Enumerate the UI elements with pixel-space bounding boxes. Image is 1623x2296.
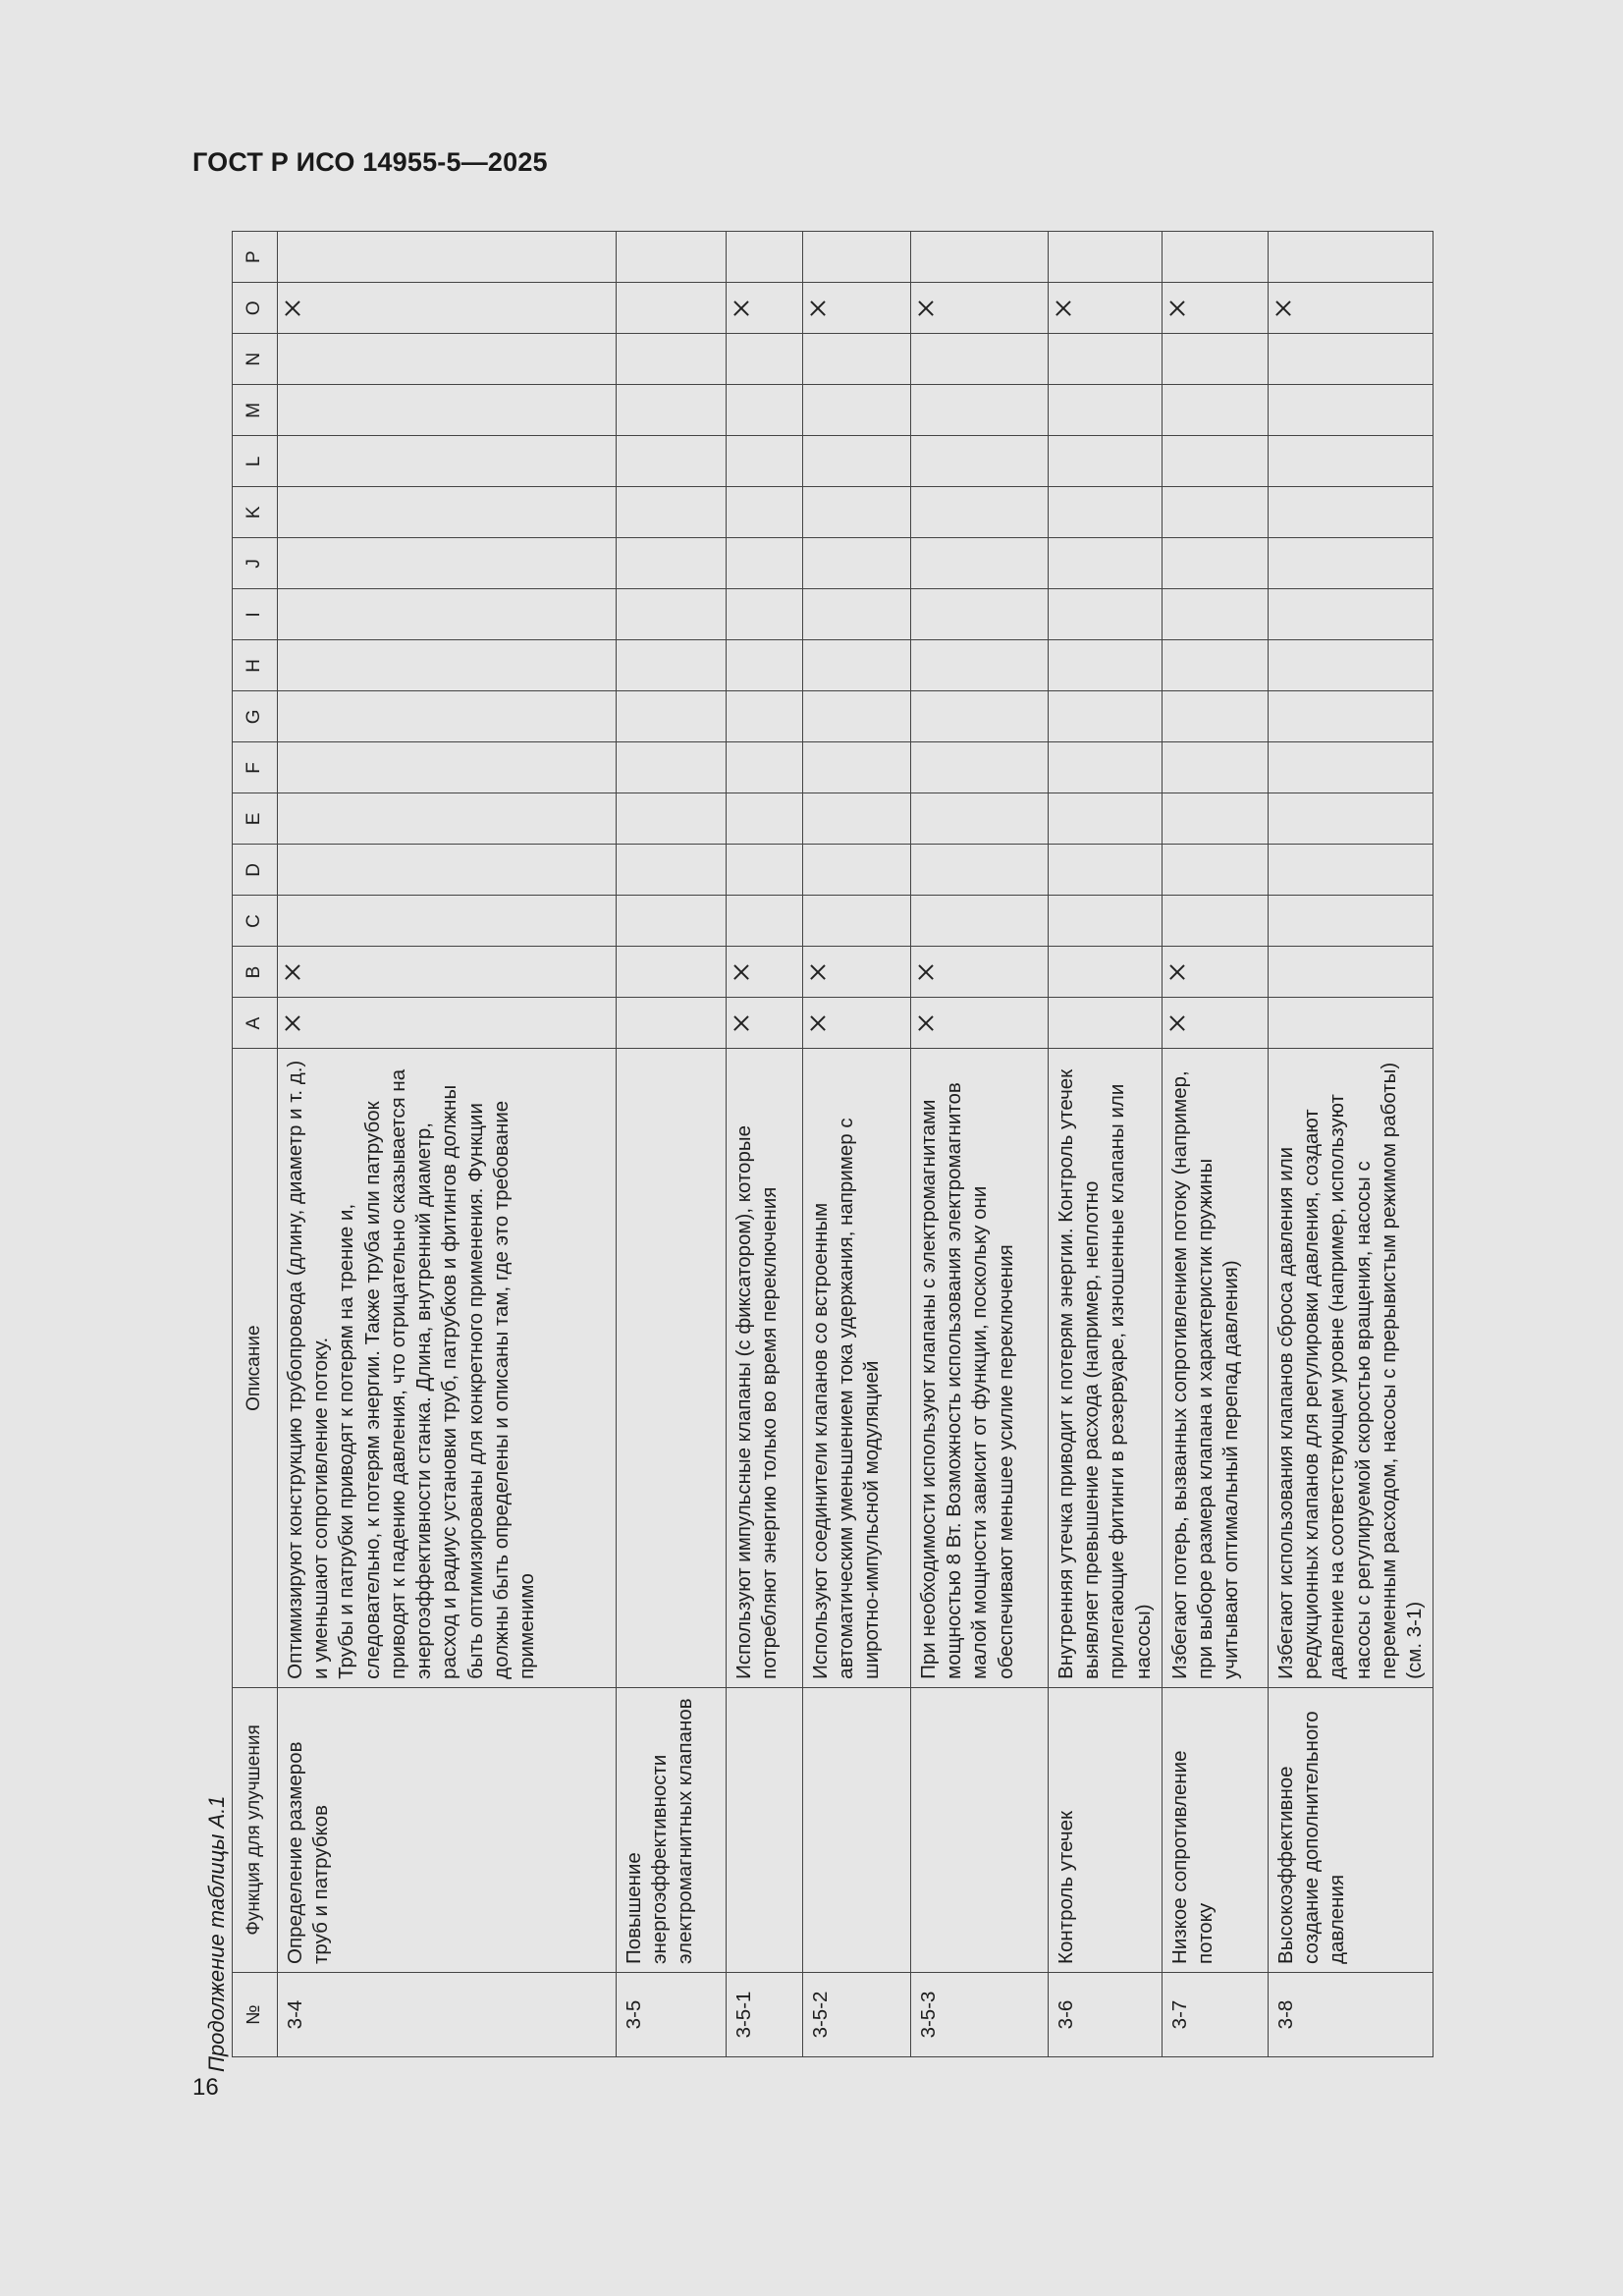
table-header-row (233, 232, 278, 2057)
mark-cell-n (727, 334, 803, 385)
mark-cell-l (1268, 436, 1433, 487)
mark-cell-p (617, 232, 727, 283)
header-description: Описание (233, 1049, 278, 1687)
mark-cell-e (278, 793, 617, 845)
mark-cell-k (1268, 487, 1433, 538)
mark-cell-g (617, 691, 727, 742)
mark-cell-m (727, 385, 803, 436)
mark-cell-p (1049, 232, 1163, 283)
mark-cell-c (1162, 896, 1268, 947)
mark-cell-n (1049, 334, 1163, 385)
cross-mark-icon (810, 301, 826, 316)
mark-cell-b (803, 947, 911, 998)
header-flag-n: N (233, 334, 278, 385)
mark-cell-m (803, 385, 911, 436)
mark-cell-c (1268, 896, 1433, 947)
mark-cell-j (727, 538, 803, 589)
row-description (911, 1049, 1049, 1687)
cross-mark-icon (1169, 964, 1185, 980)
mark-cell-h (727, 640, 803, 691)
row-description (1049, 1049, 1163, 1687)
row-description-text: Избегают использования клапанов сброса давления или редукционных клапанов для регулировки давления, создают давление на соответствующем уровне (например, используют насосы с регулируемой скоростью вращения, насосы с переменным расходом, насосы с прерывистым режимом работы) (см. 3-1) (1273, 1062, 1427, 1679)
mark-cell-a (727, 998, 803, 1049)
mark-cell-p (1268, 232, 1433, 283)
mark-cell-j (617, 538, 727, 589)
mark-cell-g (278, 691, 617, 742)
cross-mark-icon (1169, 301, 1185, 316)
mark-cell-j (1049, 538, 1163, 589)
mark-cell-o (1162, 283, 1268, 334)
document-header: ГОСТ Р ИСО 14955-5—2025 (192, 147, 548, 177)
mark-cell-n (803, 334, 911, 385)
table-area (232, 231, 1427, 2057)
row-function: Низкое сопротивление потоку (1162, 1687, 1268, 1972)
header-flag-h: H (233, 640, 278, 691)
mark-cell-j (278, 538, 617, 589)
cross-mark-icon (285, 964, 300, 980)
mark-cell-m (1162, 385, 1268, 436)
mark-cell-g (1162, 691, 1268, 742)
header-flag-g: G (233, 691, 278, 742)
mark-cell-f (727, 742, 803, 793)
mark-cell-d (911, 845, 1049, 896)
row-function: Контроль утечек (1049, 1687, 1163, 1972)
mark-cell-k (911, 487, 1049, 538)
row-number: 3-4 (278, 1972, 617, 2056)
mark-cell-b (911, 947, 1049, 998)
mark-cell-k (1049, 487, 1163, 538)
row-description-text: Внутренняя утечка приводит к потерям энергии. Контроль утечек выявляет превышение расхода (например, неплотно прилегающие фитинги в резервуаре, изношенные клапаны или насосы) (1055, 1068, 1155, 1679)
row-description-text: При необходимости используют клапаны с электромагнитами мощностью 8 Вт. Возможность использования электромагнитов малой мощности зависит от функции, поскольку они обеспечивают меньшее усилие переключения (917, 1082, 1017, 1679)
mark-cell-g (911, 691, 1049, 742)
mark-cell-g (727, 691, 803, 742)
table-row (617, 232, 727, 2057)
row-number: 3-5-2 (803, 1972, 911, 2056)
row-description-text: Используют соединители клапанов со встроенным автоматическим уменьшением тока удержания, например с широтно-импульсной модуляцией (809, 1118, 884, 1679)
mark-cell-h (278, 640, 617, 691)
mark-cell-m (278, 385, 617, 436)
row-description-text: Используют импульсные клапаны (с фиксатором), которые потребляют энергию только во время переключения (732, 1125, 782, 1679)
mark-cell-k (617, 487, 727, 538)
row-number: 3-5-1 (727, 1972, 803, 2056)
mark-cell-f (1162, 742, 1268, 793)
header-flag-l: L (233, 436, 278, 487)
mark-cell-e (1162, 793, 1268, 845)
header-function: Функция для улучшения (233, 1687, 278, 1972)
mark-cell-o (911, 283, 1049, 334)
mark-cell-i (911, 589, 1049, 640)
mark-cell-g (803, 691, 911, 742)
mark-cell-c (1049, 896, 1163, 947)
table-row (1268, 232, 1433, 2057)
table-row (1162, 232, 1268, 2057)
mark-cell-i (278, 589, 617, 640)
mark-cell-l (803, 436, 911, 487)
header-flag-o: O (233, 283, 278, 334)
mark-cell-h (803, 640, 911, 691)
mark-cell-c (803, 896, 911, 947)
mark-cell-i (803, 589, 911, 640)
cross-mark-icon (1275, 301, 1291, 316)
header-num: № (233, 1972, 278, 2056)
mark-cell-m (1268, 385, 1433, 436)
row-number: 3-5-3 (911, 1972, 1049, 2056)
header-flag-m: M (233, 385, 278, 436)
mark-cell-i (1162, 589, 1268, 640)
row-function: Повышение энергоэффективности электромагнитных клапанов (617, 1687, 727, 1972)
mark-cell-d (727, 845, 803, 896)
mark-cell-b (727, 947, 803, 998)
mark-cell-h (911, 640, 1049, 691)
mark-cell-h (1049, 640, 1163, 691)
mark-cell-b (1268, 947, 1433, 998)
row-number: 3-6 (1049, 1972, 1163, 2056)
header-flag-k: K (233, 487, 278, 538)
header-flag-b: B (233, 947, 278, 998)
mark-cell-h (1162, 640, 1268, 691)
header-flag-d: D (233, 845, 278, 896)
row-description (1268, 1049, 1433, 1687)
mark-cell-a (1268, 998, 1433, 1049)
mark-cell-f (617, 742, 727, 793)
cross-mark-icon (733, 964, 749, 980)
mark-cell-l (727, 436, 803, 487)
mark-cell-o (278, 283, 617, 334)
mark-cell-i (1049, 589, 1163, 640)
mark-cell-l (278, 436, 617, 487)
mark-cell-e (1268, 793, 1433, 845)
mark-cell-f (278, 742, 617, 793)
table-row (1049, 232, 1163, 2057)
mark-cell-l (911, 436, 1049, 487)
mark-cell-g (1268, 691, 1433, 742)
mark-cell-c (911, 896, 1049, 947)
header-flag-i: I (233, 589, 278, 640)
header-flag-p: P (233, 232, 278, 283)
mark-cell-j (1162, 538, 1268, 589)
cross-mark-icon (733, 301, 749, 316)
mark-cell-m (1049, 385, 1163, 436)
mark-cell-a (803, 998, 911, 1049)
mark-cell-k (278, 487, 617, 538)
mark-cell-i (617, 589, 727, 640)
mark-cell-p (727, 232, 803, 283)
mark-cell-n (911, 334, 1049, 385)
mark-cell-b (278, 947, 617, 998)
header-flag-a: A (233, 998, 278, 1049)
row-description-text-2: Трубы и патрубки приводят к потерям на трение и, следовательно, к потерям энергии. Также труба или патрубок приводят к падению давления, что отрицательно сказывается на энергоэффективности станка. Длина, внутренний диаметр, расход и радиус установки труб, патрубков и фитингов должны быть оптимизированы для конкретного применения. Функции должны быть определены и описаны там, где это требование применимо (335, 1068, 539, 1679)
mark-cell-p (911, 232, 1049, 283)
improvement-table (232, 231, 1434, 2057)
mark-cell-b (1162, 947, 1268, 998)
header-flag-f: F (233, 742, 278, 793)
mark-cell-o (1268, 283, 1433, 334)
table-row (911, 232, 1049, 2057)
table-row (727, 232, 803, 2057)
mark-cell-e (1049, 793, 1163, 845)
mark-cell-k (803, 487, 911, 538)
row-number: 3-5 (617, 1972, 727, 2056)
mark-cell-m (911, 385, 1049, 436)
mark-cell-e (911, 793, 1049, 845)
cross-mark-icon (733, 1015, 749, 1031)
row-description (617, 1049, 727, 1687)
mark-cell-j (911, 538, 1049, 589)
mark-cell-h (1268, 640, 1433, 691)
mark-cell-k (727, 487, 803, 538)
mark-cell-p (1162, 232, 1268, 283)
cross-mark-icon (285, 301, 300, 316)
mark-cell-l (617, 436, 727, 487)
table-row (278, 232, 617, 2057)
cross-mark-icon (918, 964, 934, 980)
mark-cell-c (278, 896, 617, 947)
mark-cell-a (278, 998, 617, 1049)
row-function (803, 1687, 911, 1972)
mark-cell-d (803, 845, 911, 896)
mark-cell-p (803, 232, 911, 283)
cross-mark-icon (918, 1015, 934, 1031)
cross-mark-icon (1055, 301, 1071, 316)
mark-cell-f (1049, 742, 1163, 793)
mark-cell-h (617, 640, 727, 691)
mark-cell-c (617, 896, 727, 947)
mark-cell-b (617, 947, 727, 998)
mark-cell-a (617, 998, 727, 1049)
page-number: 16 (192, 2074, 219, 2101)
mark-cell-o (1049, 283, 1163, 334)
mark-cell-o (727, 283, 803, 334)
row-description (278, 1049, 617, 1687)
mark-cell-j (1268, 538, 1433, 589)
mark-cell-i (1268, 589, 1433, 640)
header-flag-j: J (233, 538, 278, 589)
table-rotator (232, 231, 1427, 2057)
mark-cell-m (617, 385, 727, 436)
mark-cell-a (1049, 998, 1163, 1049)
mark-cell-d (617, 845, 727, 896)
header-flag-c: C (233, 896, 278, 947)
mark-cell-l (1049, 436, 1163, 487)
mark-cell-a (1162, 998, 1268, 1049)
mark-cell-c (727, 896, 803, 947)
mark-cell-e (617, 793, 727, 845)
row-description (803, 1049, 911, 1687)
header-flag-e: E (233, 793, 278, 845)
mark-cell-n (278, 334, 617, 385)
cross-mark-icon (810, 1015, 826, 1031)
row-number: 3-8 (1268, 1972, 1433, 2056)
row-function: Определение размеров труб и патрубков (278, 1687, 617, 1972)
row-description-text: Оптимизируют конструкцию трубопровода (длину, диаметр и т. д.) и уменьшают сопротивление потоку. (284, 1060, 333, 1679)
table-body (278, 232, 1434, 2057)
mark-cell-e (727, 793, 803, 845)
cross-mark-icon (918, 301, 934, 316)
mark-cell-g (1049, 691, 1163, 742)
row-function (727, 1687, 803, 1972)
cross-mark-icon (1169, 1015, 1185, 1031)
mark-cell-o (617, 283, 727, 334)
mark-cell-f (1268, 742, 1433, 793)
mark-cell-d (1162, 845, 1268, 896)
mark-cell-f (911, 742, 1049, 793)
row-description (1162, 1049, 1268, 1687)
mark-cell-i (727, 589, 803, 640)
mark-cell-n (1268, 334, 1433, 385)
row-description-text: Избегают потерь, вызванных сопротивлением потоку (например, при выборе размера клапана и характеристик пружины учитывают оптимальный перепад давления) (1167, 1070, 1243, 1679)
mark-cell-j (803, 538, 911, 589)
table-caption: Продолжение таблицы А.1 (204, 1795, 229, 2072)
mark-cell-n (617, 334, 727, 385)
mark-cell-a (911, 998, 1049, 1049)
mark-cell-b (1049, 947, 1163, 998)
mark-cell-d (1049, 845, 1163, 896)
row-function (911, 1687, 1049, 1972)
mark-cell-e (803, 793, 911, 845)
table-row (803, 232, 911, 2057)
row-function: Высокоэффективное создание дополнительного давления (1268, 1687, 1433, 1972)
mark-cell-p (278, 232, 617, 283)
mark-cell-d (278, 845, 617, 896)
mark-cell-o (803, 283, 911, 334)
cross-mark-icon (810, 964, 826, 980)
row-number: 3-7 (1162, 1972, 1268, 2056)
mark-cell-k (1162, 487, 1268, 538)
mark-cell-f (803, 742, 911, 793)
row-description (727, 1049, 803, 1687)
mark-cell-d (1268, 845, 1433, 896)
mark-cell-n (1162, 334, 1268, 385)
cross-mark-icon (285, 1015, 300, 1031)
mark-cell-l (1162, 436, 1268, 487)
